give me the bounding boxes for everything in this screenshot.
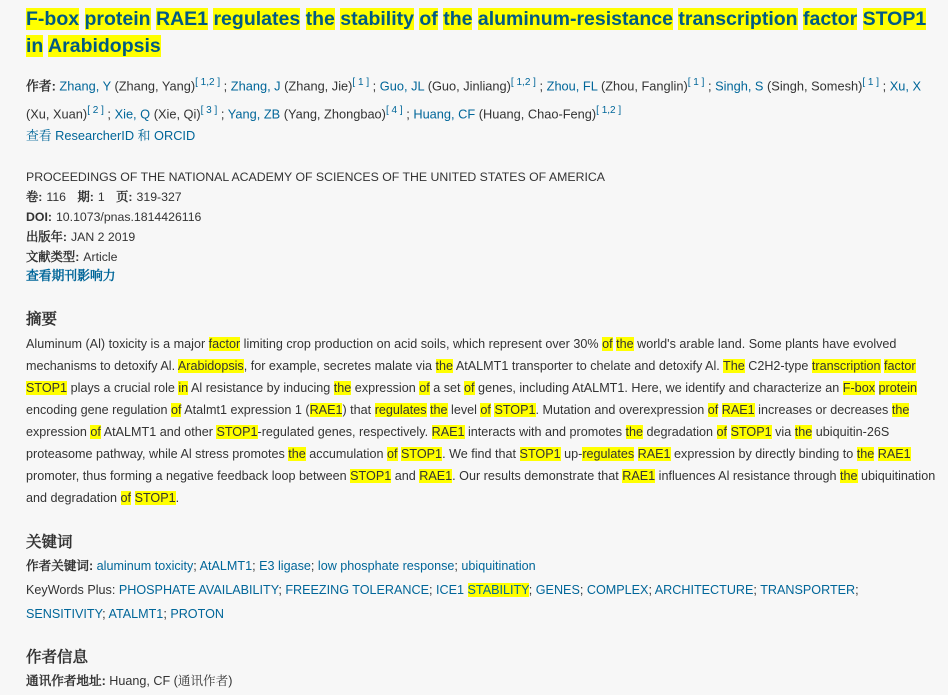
keyword-text: ICE1 xyxy=(436,582,468,597)
abstract-text: increases or decreases xyxy=(754,402,892,417)
abstract-text xyxy=(26,333,936,509)
abstract-highlight: of xyxy=(464,380,475,395)
volume-label: 卷: xyxy=(26,189,43,204)
pages-label: 页: xyxy=(116,189,133,204)
issue-label: 期: xyxy=(77,189,94,204)
abstract-highlight: STOP1 xyxy=(494,402,536,417)
keyword-plus-link[interactable] xyxy=(760,583,855,597)
doctype-row xyxy=(26,247,936,267)
abstract-text: ) that xyxy=(342,402,375,417)
abstract-highlight: the xyxy=(794,424,813,439)
abstract-text: influences Al resistance through xyxy=(655,468,840,483)
journal-name: PROCEEDINGS OF THE NATIONAL ACADEMY OF SCIENCES OF THE UNITED STATES OF AMERICA xyxy=(26,169,605,184)
abstract-highlight: of xyxy=(386,446,398,461)
abstract-highlight: STOP1 xyxy=(134,490,176,505)
abstract-text: expression by directly binding to xyxy=(670,446,857,461)
author-affiliation[interactable]: [ 1 ] xyxy=(862,77,880,88)
abstract-highlight: STOP1 xyxy=(401,446,443,461)
corresponding-value: Huang, CF (通讯作者) xyxy=(109,673,233,688)
abstract-text: limiting crop production on acid soils, which represent over 30% xyxy=(240,336,603,351)
author-link[interactable]: Yang, ZB xyxy=(227,106,281,122)
author-fullname: (Zhou, Fanglin) xyxy=(600,78,688,94)
author-fullname: (Zhang, Yang) xyxy=(114,78,196,94)
abstract-highlight: of xyxy=(716,424,728,439)
abstract-text: expression xyxy=(351,380,420,395)
title-text xyxy=(857,8,862,30)
author-affiliation[interactable]: [ 4 ] xyxy=(385,105,403,117)
abstract-highlight: of xyxy=(707,402,719,417)
abstract-highlight: the xyxy=(839,468,858,483)
abstract-highlight: RAE1 xyxy=(431,424,465,439)
author-keyword-link[interactable]: low phosphate response xyxy=(317,558,455,573)
title-highlight: factor xyxy=(802,8,858,30)
abstract-text: via xyxy=(771,424,795,439)
title-text xyxy=(79,8,84,30)
abstract-highlight: RAE1 xyxy=(622,468,656,483)
doi-label: DOI: xyxy=(26,209,52,224)
title-highlight: stability xyxy=(340,8,414,30)
author-fullname: (Yang, Zhongbao) xyxy=(283,106,386,122)
abstract-highlight: of xyxy=(170,402,182,417)
title-highlight: F-box xyxy=(26,8,80,30)
author-keyword-link[interactable]: ubiquitination xyxy=(461,558,536,573)
abstract-text: and xyxy=(391,468,420,483)
title-highlight: RAE1 xyxy=(156,8,209,30)
keyword-plus-link[interactable] xyxy=(26,607,102,621)
abstract-highlight: the xyxy=(435,358,454,373)
author-link[interactable]: Zhang, J xyxy=(230,78,281,94)
doctype-value: Article xyxy=(83,249,118,264)
title-highlight: Arabidopsis xyxy=(48,35,161,57)
abstract-highlight: the xyxy=(616,336,634,351)
abstract-highlight: STOP1 xyxy=(350,468,392,483)
doi-value: 10.1073/pnas.1814426116 xyxy=(55,209,202,224)
abstract-highlight: the xyxy=(333,380,352,395)
abstract-highlight: regulates xyxy=(582,446,635,461)
abstract-text: C2H2-type xyxy=(744,358,812,373)
keyword-plus-link[interactable] xyxy=(119,583,278,597)
author-fullname: (Xie, Qi) xyxy=(153,106,201,122)
abstract-highlight: Arabidopsis xyxy=(177,358,244,373)
authors-label: 作者: xyxy=(26,78,56,94)
author-affiliation[interactable]: [ 1 ] xyxy=(687,77,705,88)
keyword-plus-link[interactable] xyxy=(536,583,580,597)
abstract-highlight: of xyxy=(480,402,491,417)
abstract-text: encoding gene regulation xyxy=(26,402,171,417)
title-highlight: of xyxy=(419,8,438,30)
author-affiliation[interactable]: [ 3 ] xyxy=(200,105,218,117)
abstract-highlight: transcription xyxy=(811,358,881,373)
abstract-highlight: RAE1 xyxy=(419,468,453,483)
volume-issue-pages xyxy=(26,187,936,207)
abstract-highlight: STOP1 xyxy=(730,424,772,439)
abstract-text: Aluminum (Al) toxicity is a major xyxy=(26,336,209,351)
title-text xyxy=(300,8,305,30)
author-link[interactable]: Zhou, FL xyxy=(546,78,598,94)
abstract-text: up- xyxy=(560,446,583,461)
keyword-text: PHOSPHATE AVAILABILITY xyxy=(118,582,279,597)
abstract-text: degradation xyxy=(643,424,717,439)
author-keyword-link[interactable]: E3 ligase xyxy=(259,558,311,573)
abstract-text: AtALMT1 and other xyxy=(100,424,217,439)
author-keyword-link[interactable]: AtALMT1 xyxy=(199,558,253,573)
author-fullname: (Xu, Xuan) xyxy=(26,106,88,122)
abstract-highlight: of xyxy=(120,490,132,505)
author-keywords-label: 作者关键词: xyxy=(26,558,94,573)
abstract-text: ubiquitination and degradation xyxy=(26,468,936,505)
abstract-highlight: the xyxy=(625,424,644,439)
doi-row xyxy=(26,207,936,227)
abstract-highlight: factor xyxy=(884,358,916,373)
abstract-highlight: of xyxy=(90,424,101,439)
abstract-highlight: RAE1 xyxy=(877,446,911,461)
author-link[interactable]: Guo, JL xyxy=(379,78,425,94)
author-affiliation[interactable]: [ 1 ] xyxy=(352,77,370,88)
abstract-highlight: RAE1 xyxy=(309,402,343,417)
researcherid-orcid-link[interactable]: 查看 ResearcherID 和 ORCID xyxy=(26,127,196,143)
author-keywords-row: 作者关键词: aluminum toxicity; AtALMT1; E3 ligase; low phosphate response; ubiquitination xyxy=(26,558,536,573)
abstract-highlight: of xyxy=(602,336,613,351)
keyword-plus-link[interactable] xyxy=(170,607,224,621)
author-keyword-link[interactable]: aluminum toxicity xyxy=(96,558,194,573)
abstract-text: promoter, thus forming a negative feedback loop between xyxy=(26,468,351,483)
abstract-text: Atalmt1 expression 1 ( xyxy=(181,402,310,417)
keyword-text: COMPLEX xyxy=(586,582,649,597)
keyword-text: TRANSPORTER xyxy=(760,582,856,597)
abstract-heading: 摘要 xyxy=(26,310,58,328)
author-link[interactable]: Singh, S xyxy=(715,78,764,94)
author-fullname: (Guo, Jinliang) xyxy=(427,78,511,94)
abstract-highlight: factor xyxy=(208,336,241,351)
title-highlight: the xyxy=(305,8,335,30)
corresponding-author-row xyxy=(26,669,936,693)
abstract-highlight: the xyxy=(891,402,910,417)
keyword-highlight: STABILITY xyxy=(467,582,529,597)
journal-impact-link[interactable]: 查看期刊影响力 xyxy=(26,267,116,283)
author-link[interactable]: Zhang, Y xyxy=(59,78,111,94)
pubdate-label: 出版年: xyxy=(26,229,67,244)
abstract-text: . Mutation and overexpression xyxy=(535,402,708,417)
keyword-text: ATALMT1 xyxy=(108,606,164,621)
title-highlight: aluminum-resistance xyxy=(477,8,673,30)
author-affiliation[interactable]: [ 2 ] xyxy=(87,105,104,117)
title-highlight: STOP1 xyxy=(862,8,927,30)
abstract-text: level xyxy=(447,402,481,417)
pages-value: 319-327 xyxy=(136,189,182,204)
keyword-plus-link[interactable] xyxy=(655,583,754,597)
abstract-highlight: STOP1 xyxy=(216,424,258,439)
author-list: 作者: Zhang, Y (Zhang, Yang)[ 1,2 ] ; Zhang, J (Zhang, Jie)[ 1 ] ; Guo, JL (Guo, Jinliang)[ 1,2 ] ; Zhou, FL (Zhou, Fanglin)[ 1 ] ; Singh, S (Singh, Somesh)[ 1 ] ; Xu, X (Xu, Xuan)[ 2 ] ; Xie, Q (Xie, Qi)[ 3 ] ; Yang, ZB (Yang, Zhongbao)[ 4 ] ; Huang, CF (Huang, Chao-Feng)[ 1,2 ] xyxy=(26,77,922,122)
abstract-highlight: regulates xyxy=(374,402,427,417)
keyword-text: PROTON xyxy=(170,606,224,621)
abstract-text: -regulated genes, respectively. xyxy=(257,424,432,439)
abstract-highlight: the xyxy=(856,446,875,461)
abstract-text: . xyxy=(175,490,180,505)
corresponding-label: 通讯作者地址: xyxy=(26,673,106,688)
abstract-highlight: the xyxy=(288,446,306,461)
keyword-plus-link[interactable] xyxy=(285,583,429,597)
title-highlight: the xyxy=(443,8,473,30)
pubdate-value: JAN 2 2019 xyxy=(71,229,136,244)
author-link[interactable]: Xie, Q xyxy=(114,106,151,122)
author-link[interactable]: Huang, CF xyxy=(413,106,476,122)
article-title xyxy=(26,6,936,60)
abstract-text: ubiquitin-26S proteasome pathway, while Al stress promotes xyxy=(26,424,890,461)
keyword-plus-link[interactable] xyxy=(436,583,529,597)
keyword-text: GENES xyxy=(535,582,580,597)
author-affiliation[interactable]: [ 1,2 ] xyxy=(195,77,221,88)
abstract-highlight: the xyxy=(430,402,448,417)
keyword-text: FREEZING TOLERANCE xyxy=(285,582,430,597)
title-highlight: transcription xyxy=(678,8,798,30)
doctype-label: 文献类型: xyxy=(26,249,80,264)
abstract-text: AtALMT1 transporter to chelate and detoxify Al. xyxy=(453,358,724,373)
volume-value: 116 xyxy=(46,189,67,204)
pubdate-row xyxy=(26,227,936,247)
abstract-highlight: of xyxy=(419,380,430,395)
author-fullname: (Huang, Chao-Feng) xyxy=(478,106,597,122)
keywords-plus-row: KeyWords Plus: PHOSPHATE AVAILABILITY; FREEZING TOLERANCE; ICE1 STABILITY; GENES; COMPLEX; ARCHITECTURE; TRANSPORTER; SENSITIVITY; ATALMT1; PROTON xyxy=(26,582,859,621)
abstract-text: a set xyxy=(429,380,465,395)
keywords-heading: 关键词 xyxy=(26,533,73,551)
abstract-text: world's arable land. Some plants have evolved mechanisms to detoxify Al. xyxy=(26,336,897,373)
abstract-text: genes, including AtALMT1. Here, we identify and characterize an xyxy=(474,380,843,395)
author-link[interactable]: Xu, X xyxy=(889,78,922,94)
author-affiliation[interactable]: [ 1,2 ] xyxy=(596,105,622,117)
author-affiliation[interactable]: [ 1,2 ] xyxy=(510,77,536,88)
abstract-text: plays a crucial role xyxy=(67,380,179,395)
issue-value: 1 xyxy=(97,189,105,204)
abstract-text: accumulation xyxy=(305,446,387,461)
keywords-plus-label: KeyWords Plus: xyxy=(26,582,116,597)
abstract-highlight: RAE1 xyxy=(637,446,671,461)
author-fullname: (Singh, Somesh) xyxy=(767,78,863,94)
abstract-text: Al resistance by inducing xyxy=(188,380,334,395)
keyword-text: SENSITIVITY xyxy=(26,606,103,621)
author-info-heading: 作者信息 xyxy=(26,648,89,666)
abstract-text: . Our results demonstrate that xyxy=(452,468,623,483)
abstract-highlight: The xyxy=(723,358,745,373)
abstract-text xyxy=(875,381,879,395)
abstract-highlight: F-box xyxy=(842,380,875,395)
title-highlight: in xyxy=(26,35,44,57)
abstract-highlight: in xyxy=(178,380,189,395)
keyword-plus-link[interactable] xyxy=(108,607,163,621)
abstract-highlight: RAE1 xyxy=(721,402,755,417)
abstract-text: , for example, secretes malate via xyxy=(243,358,436,373)
author-fullname: (Zhang, Jie) xyxy=(284,78,353,94)
abstract-text: interacts with and promotes xyxy=(464,424,626,439)
abstract-text: expression xyxy=(26,424,91,439)
abstract-highlight: protein xyxy=(878,380,918,395)
abstract-highlight: STOP1 xyxy=(26,380,68,395)
abstract-highlight: STOP1 xyxy=(519,446,561,461)
source-info xyxy=(26,167,936,285)
keyword-text: ARCHITECTURE xyxy=(654,582,754,597)
abstract-text: . We find that xyxy=(442,446,520,461)
title-highlight: regulates xyxy=(213,8,301,30)
keyword-plus-link[interactable] xyxy=(587,583,649,597)
title-highlight: protein xyxy=(84,8,151,30)
